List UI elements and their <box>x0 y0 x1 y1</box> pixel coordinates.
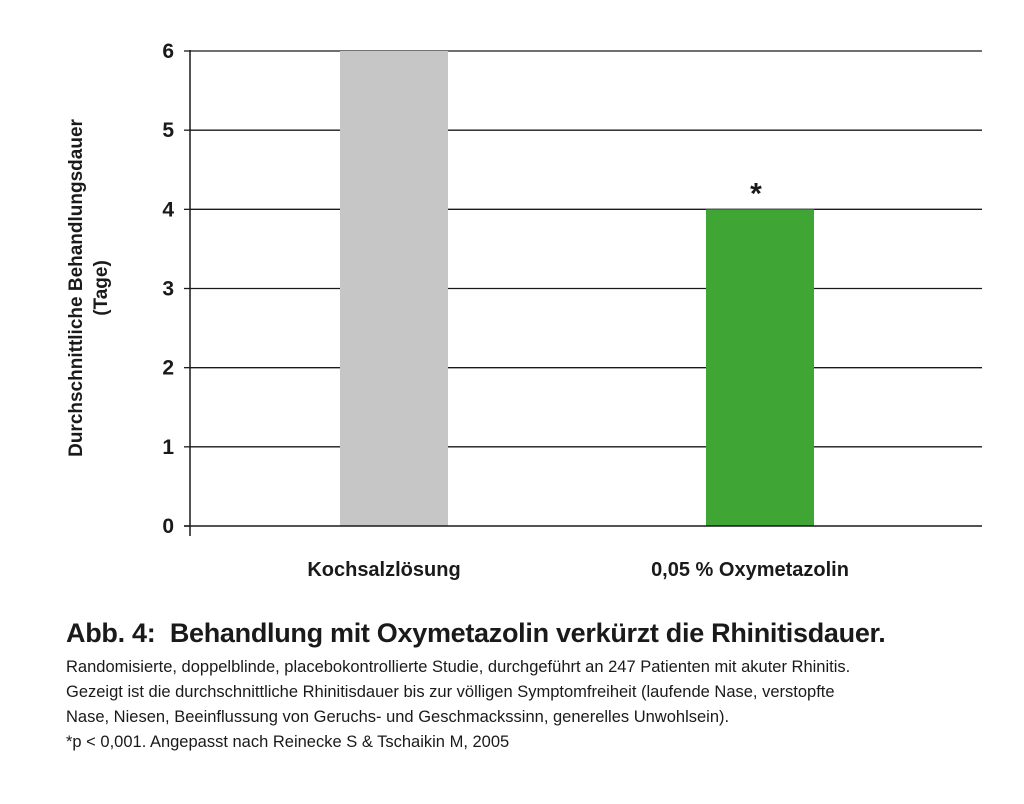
y-tick-label: 2 <box>162 356 174 380</box>
caption-line-4: *p < 0,001. Angepasst nach Reinecke S & Tschaikin M, 2005 <box>66 733 510 751</box>
y-tick-label: 5 <box>162 119 174 143</box>
y-tick-label: 4 <box>162 198 174 222</box>
y-axis-label <box>66 118 112 456</box>
y-tick-label: 0 <box>162 515 174 538</box>
x-category-label: 0,05 % Oxymetazolin <box>651 559 849 581</box>
caption-line-1: Randomisierte, doppelblinde, placebokontrollierte Studie, durchgeführt an 247 Patienten mit akuter Rhinitis. <box>66 658 851 676</box>
gridlines <box>190 51 982 447</box>
y-axis-label-line: Durchschnittliche Behandlungsdauer <box>66 119 87 457</box>
bar-oxymetazolin <box>706 209 814 526</box>
y-tick-label: 6 <box>162 40 174 63</box>
caption-heading: Behandlung mit Oxymetazolin verkürzt die Rhinitisdauer. <box>169 618 886 648</box>
figure-caption <box>66 618 1006 755</box>
caption-title <box>66 618 1006 649</box>
caption-line-3: Nase, Niesen, Beeinflussung von Geruchs- und Geschmackssinn, generelles Unwohlsein). <box>66 708 730 726</box>
y-axis-label-line: (Tage) <box>91 260 112 316</box>
axes <box>184 50 982 536</box>
x-category-label: Kochsalzlösung <box>307 559 461 581</box>
y-tick-label: 3 <box>162 277 174 301</box>
caption-label: Abb. 4: <box>66 618 156 648</box>
caption-line-2: Gezeigt ist die durchschnittliche Rhinitisdauer bis zur völligen Symptomfreiheit (laufende Nase, verstopfte <box>66 683 835 701</box>
y-tick-label: 1 <box>162 435 174 459</box>
significance-asterisk: * <box>750 177 762 211</box>
bar-kochsalzloesung <box>340 51 448 526</box>
